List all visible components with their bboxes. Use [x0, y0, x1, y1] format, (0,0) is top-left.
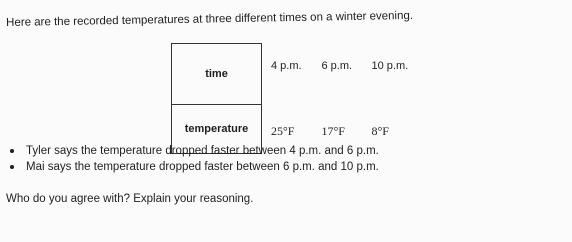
temperature-cell: 25°F [271, 123, 295, 138]
temperature-table [171, 43, 422, 154]
claim-text: Tyler says the temperature dropped faster between 4 p.m. and 6 p.m. [26, 145, 379, 157]
intro-text: Here are the recorded temperatures at three different times on a winter evening. [6, 9, 414, 29]
bullet-icon [10, 149, 14, 153]
time-cell: 6 p.m. [321, 59, 353, 72]
list-item [10, 159, 379, 175]
claims-list [10, 143, 379, 175]
list-item [10, 143, 379, 159]
time-cell: 4 p.m. [271, 59, 302, 72]
time-cell: 10 p.m. [371, 59, 409, 72]
temperature-cell: 8°F [371, 123, 389, 138]
bullet-icon [10, 165, 14, 169]
time-row-header: time [172, 44, 262, 105]
temperature-row-header: temperature [172, 105, 262, 154]
temperature-cell: 17°F [321, 123, 345, 138]
question-text: Who do you agree with? Explain your reasoning. [6, 193, 254, 205]
time-row [172, 44, 422, 105]
claim-text: Mai says the temperature dropped faster between 6 p.m. and 10 p.m. [26, 161, 379, 173]
